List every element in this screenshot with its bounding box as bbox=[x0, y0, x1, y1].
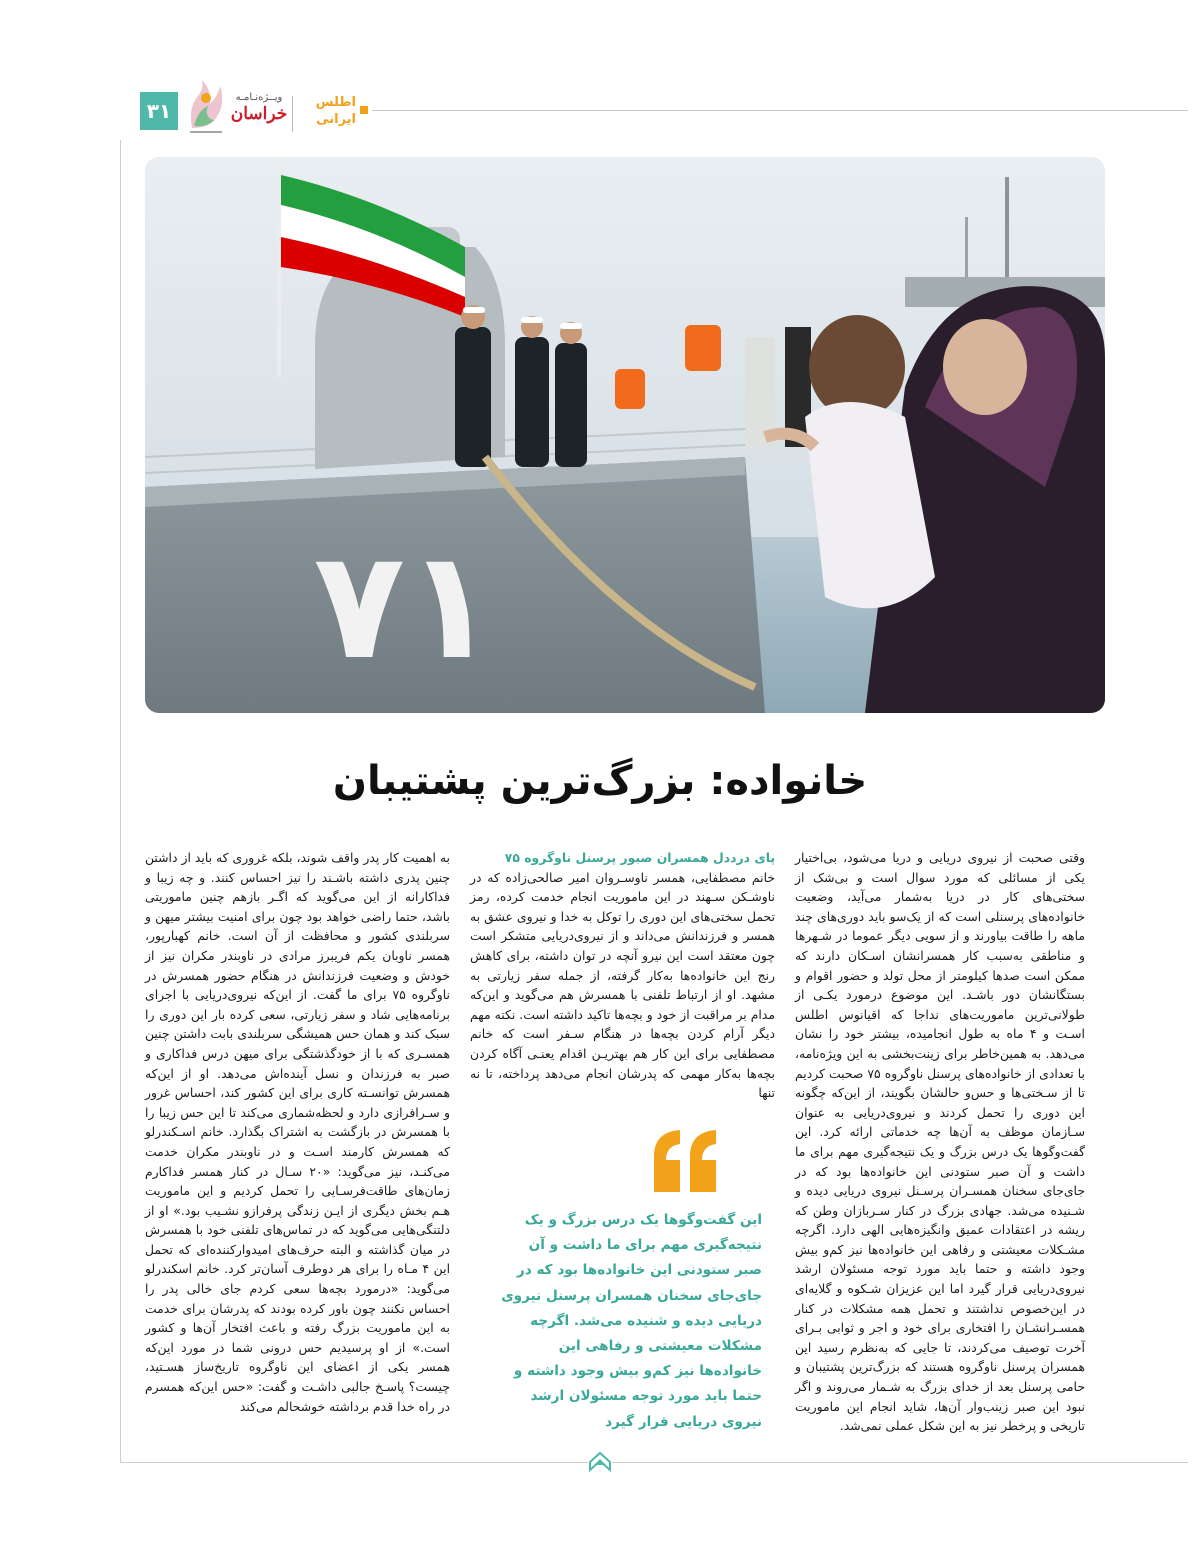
publication-subtitle: ویــژه‌نـامـه bbox=[235, 92, 283, 103]
page-frame-left bbox=[120, 140, 121, 1462]
section-tag-line2: ایرانی bbox=[316, 112, 356, 127]
column-subheading: پای درددل همسران صبور پرسنل ناوگروه ۷۵ bbox=[504, 850, 775, 865]
quote-mark-icon bbox=[650, 1126, 722, 1196]
article-column-middle bbox=[470, 848, 775, 1103]
page-frame-bottom bbox=[612, 1462, 1188, 1463]
pull-quote: این گفت‌وگوها یک درس بزرگ و یک نتیجه‌گیری مهم برای ما داشت و آن صبر ستودنی این خانواده‌ها بود که در جای‌جای سخنان همسران پرسنل نیروی دریایی دیده و شنیده می‌شد. اگرچه مشکلات معیشتی و رفاهی این خانواده‌ها نیز کم‌و بیش وجود داشته و حتما باید مورد توجه مسئولان ارشد نیروی دریایی قرار گیرد bbox=[501, 1212, 762, 1430]
article-photo bbox=[145, 157, 1105, 713]
header-divider bbox=[292, 96, 293, 132]
section-tag bbox=[296, 94, 356, 128]
hull-number: ۷۱ bbox=[313, 519, 497, 693]
article-column-right: وقتی صحبت از نیروی دریایی و دریا می‌شود، بی‌اختیار یکی از مسائلی که مورد سوال است و بی‌شک از سختی‌های کار در دریا به‌شمار می‌آید، وضعیت خانواده‌های پرسنلی است که از یک‌سو باید دوری‌های چند ماهه را طاقت بیاورند و از سویی دیگر عموما در شـهرها و مناطقی به‌سبب کار همسرانشان اسـکان دارند که ممکن است صدها کیلومتر از محل تولد و حضور اقوام و بستگانشان دور باشـد. این موضوع درمورد یکـی از طولانی‌ترین ماموریت‌های نداجا که اقیانوس اطلس اسـت و ۴ ماه به طول انجامیده، بیشتر خود را نشان می‌دهد. به همین‌خاطر برای زینت‌بخشی به این ویژه‌نامه، با تعدادی از خانواده‌های پرسنل ناوگروه ۷۵ صحبت کردیم تا از سـختی‌ها و حس‌و حالشان بگویند، از این‌که چگونه این دوری را تحمل کردند و نیروی‌دریایی به عنوان سـازمان موظف به آن‌ها چه خدماتی ارائه کرد. این گفت‌وگوها یک درس بزرگ و یک نتیجه‌گیری مهم برای ما داشت و آن صبر ستودنی این خانواده‌ها بود که در جای‌جای سخنان همسـران پرسـنل نیروی دریایی دیده و شـنیده می‌شد. جهادی بزرگ در کنار سـربازان وطن که ریشه در اعتقادات عمیق وانگیزه‌هایی الهی دارد. اگرچه مشـکلات معیشتی و رفاهی این خانواده‌ها نیز کم‌و بیش وجود داشته و حتما باید مورد توجه مسئولان ارشد نیروی‌دریایی قرار گیرد اما این عزیزان شـکوه و گلایه‌ای در این‌خصوص نداشتند و تحمل همه مشکلات در کنار همسـرانشـان را افتخاری برای خود و اجر و ثوابی بـرای آخرت توصیف می‌کردند، تا جایی که به‌نظرم رسید این همسران پرسنل ناوگروه هستند که بزرگ‌ترین پشتیبان و حامی پرسنل بعد از خدای بزرگ به شـمار می‌روند و اگر نبود این صبر زینب‌وار آن‌ها، شاید انجام این ماموریت تاریخی و پرخطر نیز به این شکل عملی نمی‌شد. bbox=[795, 850, 1085, 1434]
section-tag-line1: اطلس bbox=[315, 95, 356, 110]
publication-name bbox=[228, 92, 290, 124]
magazine-logo-icon bbox=[184, 78, 228, 136]
publication-title: خراسان bbox=[230, 104, 288, 124]
header-square-mark bbox=[360, 106, 368, 114]
column-middle-text: خانم مصطفایی، همسر ناوسـروان امیر صالحی‌زاده که در ناوشـکن سـهند در این ماموریت انجام خدمت کرده، رمز تحمل سختی‌های این دوری را توکل به خدا و نیروی عشق به همسر و فرزندانش می‌داند و از نیروی‌دریایی متشکر است چون معتقد است این نیرو آنچه در توان داشته، برای کاهش رنج این خانواده‌ها به‌کار گرفته، از جمله سفر زیارتی به مشهد. او از ارتباط تلفنی با همسرش هم می‌گوید و این‌که مدام بر مراقبت از خود و بچه‌ها تاکید داشته است. نکته مهم دیگر آرام کردن بچه‌ها در هنگام سـفر است که خانم مصطفایی برای این کار هم بهتریـن اقدام یعنـی آگاه کردن بچه‌ها به‌کار مهمی که پدرشان انجام می‌دهد پرداخته، تا نه تنها bbox=[470, 869, 775, 1101]
footer-chevron-icon bbox=[588, 1450, 612, 1474]
page-number: ۳۱ bbox=[140, 92, 178, 130]
article-title: خانواده: بزرگ‌ترین پشتیبان bbox=[332, 758, 868, 804]
header-rule bbox=[372, 110, 1188, 111]
page-frame-bottom bbox=[120, 1462, 588, 1463]
article-column-left: به اهمیت کار پدر واقف شوند، بلکه غروری که باید از داشتن چنین پدری داشته باشـند را نیز احساس کنند. و چه زیبا و فداکارانه از این می‌گوید که اگـر بازهم چنین ماموریتی باشد، حتما راضی خواهد بود چون برای امنیت بیشتر میهن و سربلندی کشور و محافظت از آن است. خانم کهبارپور، همسر ناوبان یکم فریبرز مرادی در ناوبندر مکران نیز از خودش و وضعیت فرزندانش در هنگام حضور همسرش در ناوگروه ۷۵ برای ما گفت. از این‌که نیروی‌دریایی با اجرای برنامه‌هایی شاد و سفر زیارتی، سعی کرده بار این دوری را سبک کند و همان حس همیشگی سربلندی بابت داشتن چنین همسـری که با از خودگذشتگی برای میهن درس فداکاری و صبر به فرزندان و نسل آینده‌اش می‌دهد. او از این‌که همسرش توانسـته کاری برای این کشور کند، احساس غرور و سـرافرازی دارد و لحظه‌شماری می‌کند تا این حس زیبا را با همسرش در بازگشت به اشتراک بگذارد. خانم اسـکندرلو که همسرش کارمند اسـت و در ناوبندر مکران خدمت می‌کنـد، نیز می‌گوید: «۲۰ سـال در کنار همسر فداکارم زمان‌های طاقت‌فرسـایی را تحمل کردیم و این ماموریت هـم بخش دیگری از ایـن زندگی پرفرازو نشـیب بود.» او از دلتنگی‌هایی می‌گوید که در تماس‌های تلفنی خود با همسرش در میان گذاشته و البته حرف‌های امیدوارکننده‌ای که تحمل این ۴ مـاه را برای هر دوطرف آسان‌تر کرد. خانم اسکندرلو می‌گوید: «درمورد بچه‌ها سعی کردم جای خالی پدر را احساس نکنند چون باور کرده بودند که پدرشان برای خدمت به این ماموریت بزرگ رفته و باعث افتخار آن‌ها و کشور است.» از او پرسیدیم حس درونی شما در مورد این‌که همسر یکی از اعضای این ناوگروه تاریخ‌ساز هسـتید، چیست؟ پاسـخ جالبی داشـت و گفت: «حس این‌که همسرم در راه خدا قدم برداشته خوشحالم می‌کند bbox=[145, 850, 451, 1414]
